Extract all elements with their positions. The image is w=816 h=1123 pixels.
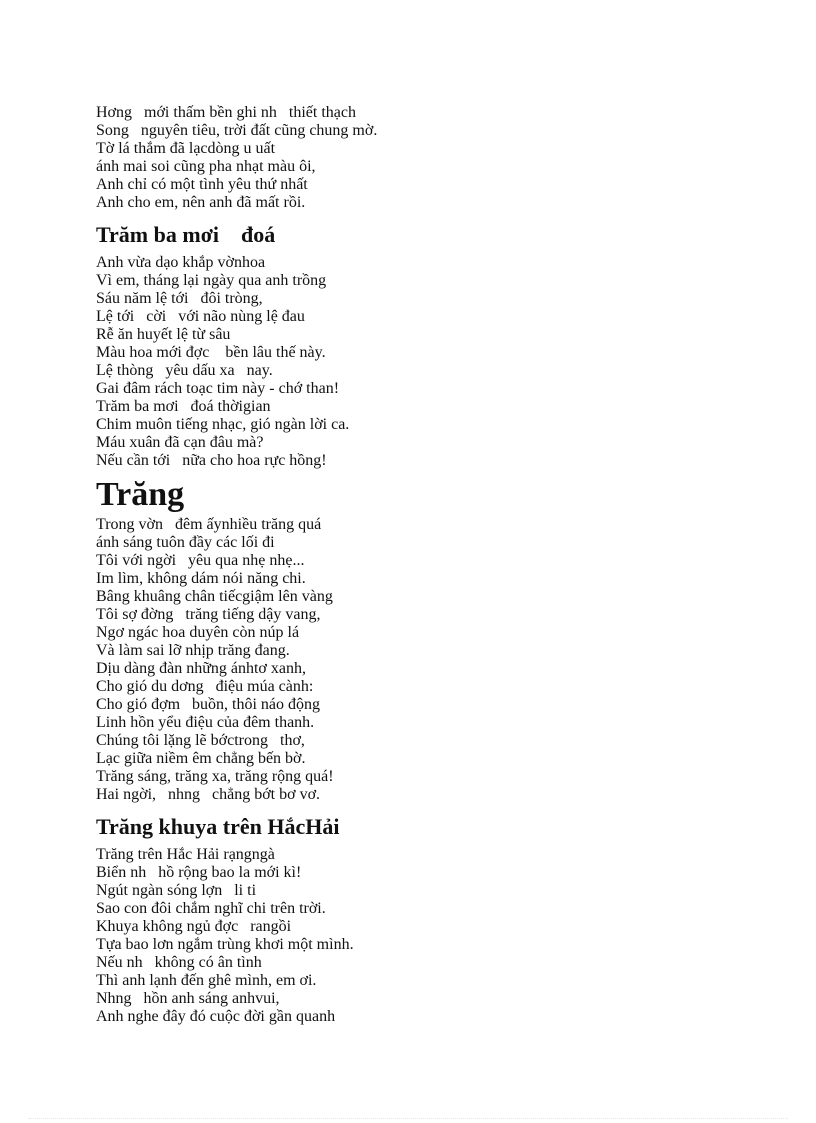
poem-line: Chim muôn tiếng nhạc, gió ngàn lời ca. bbox=[96, 416, 350, 433]
poem-line: Màu hoa mới đợc bền lâu thế này. bbox=[96, 344, 326, 361]
poem-line: Cho gió du dơng điệu múa cành: bbox=[96, 678, 314, 695]
poem-line: Nếu nh không có ân tình bbox=[96, 954, 262, 971]
poem-line: Chúng tôi lặng lẽ bớctrong thơ, bbox=[96, 732, 305, 749]
poem-line: Lệ thòng yêu dấu xa nay. bbox=[96, 362, 273, 379]
poem-line: Cho gió đợm buồn, thôi náo động bbox=[96, 696, 321, 713]
poem-line: Thì anh lạnh đến ghê mình, em ơi. bbox=[96, 972, 317, 989]
poem-line: Rễ ăn huyết lệ từ sâu bbox=[96, 326, 231, 343]
poem-line: Vì em, tháng lại ngày qua anh trồng bbox=[96, 272, 327, 289]
section-title-tram-ba-moi-doa: Trăm ba mơi đoá bbox=[96, 222, 276, 247]
poem-line: Anh cho em, nên anh đã mất rồi. bbox=[96, 194, 306, 211]
page-bottom-divider bbox=[28, 1118, 788, 1119]
intro-stanza bbox=[96, 104, 776, 212]
poem-line: Anh vừa dạo khắp vờnhoa bbox=[96, 254, 266, 271]
poem-line: Trăm ba mơi đoá thờigian bbox=[96, 398, 271, 415]
poem-line: Anh chỉ có một tình yêu thứ nhất bbox=[96, 176, 308, 193]
poem-line: Khuya không ngủ đợc rangồi bbox=[96, 918, 292, 935]
poem-tram-ba-moi-doa bbox=[96, 254, 776, 470]
poem-line: Sáu năm lệ tới đôi tròng, bbox=[96, 290, 263, 307]
poem-line: Ngút ngàn sóng lợn li ti bbox=[96, 882, 257, 899]
section-title-trang: Trăng bbox=[96, 476, 185, 513]
poem-line: Song nguyên tiêu, trời đất cũng chung mờ. bbox=[96, 122, 378, 139]
poem-line: Máu xuân đã cạn đâu mà? bbox=[96, 434, 264, 451]
poem-line: Biển nh hồ rộng bao la mới kì! bbox=[96, 864, 302, 881]
poem-line: Tôi với ngời yêu qua nhẹ nhẹ... bbox=[96, 552, 305, 569]
poem-line: Lệ tới cời với não nùng lệ đau bbox=[96, 308, 305, 325]
poem-line: ánh mai soi cũng pha nhạt màu ôi, bbox=[96, 158, 316, 175]
poem-line: Lạc giữa niềm êm chẳng bến bờ. bbox=[96, 750, 306, 767]
poem-line: Gai đâm rách toạc tim này - chớ than! bbox=[96, 380, 340, 397]
poem-trang bbox=[96, 516, 776, 804]
poem-line: ánh sáng tuôn đầy các lối đi bbox=[96, 534, 275, 551]
poem-line: Hơng mới thấm bền ghi nh thiết thạch bbox=[96, 104, 356, 121]
poem-line: Nhng hồn anh sáng anhvui, bbox=[96, 990, 280, 1007]
poem-line: Tựa bao lơn ngắm trùng khơi một mình. bbox=[96, 936, 354, 953]
poem-trang-khuya-tren-hac-hai bbox=[96, 846, 776, 1026]
poem-line: Bâng khuâng chân tiếcgiậm lên vàng bbox=[96, 588, 333, 605]
poem-line: Sao con đôi chắm nghĩ chi trên trời. bbox=[96, 900, 326, 917]
poem-line: Trăng sáng, trăng xa, trăng rộng quá! bbox=[96, 768, 334, 785]
poem-line: Anh nghe đây đó cuộc đời gần quanh bbox=[96, 1008, 336, 1025]
poem-line: Dịu dàng đàn những ánhtơ xanh, bbox=[96, 660, 306, 677]
poem-line: Và làm sai lỡ nhịp trăng đang. bbox=[96, 642, 290, 659]
poem-line: Tôi sợ đờng trăng tiếng dậy vang, bbox=[96, 606, 321, 623]
poem-line: Tờ lá thắm đã lạcdòng u uất bbox=[96, 140, 276, 157]
poem-line: Trăng trên Hắc Hải rạngngà bbox=[96, 846, 275, 863]
poem-line: Trong vờn đêm ấynhiều trăng quá bbox=[96, 516, 322, 533]
poem-line: Nếu cần tới nữa cho hoa rực hồng! bbox=[96, 452, 327, 469]
document-page bbox=[96, 104, 776, 1026]
poem-line: Im lìm, không dám nói năng chi. bbox=[96, 570, 306, 587]
poem-line: Hai ngời, nhng chẳng bớt bơ vơ. bbox=[96, 786, 321, 803]
poem-line: Ngơ ngác hoa duyên còn núp lá bbox=[96, 624, 300, 641]
poem-line: Linh hồn yểu điệu của đêm thanh. bbox=[96, 714, 315, 731]
section-title-trang-khuya-tren-hac-hai: Trăng khuya trên HắcHải bbox=[96, 814, 340, 839]
